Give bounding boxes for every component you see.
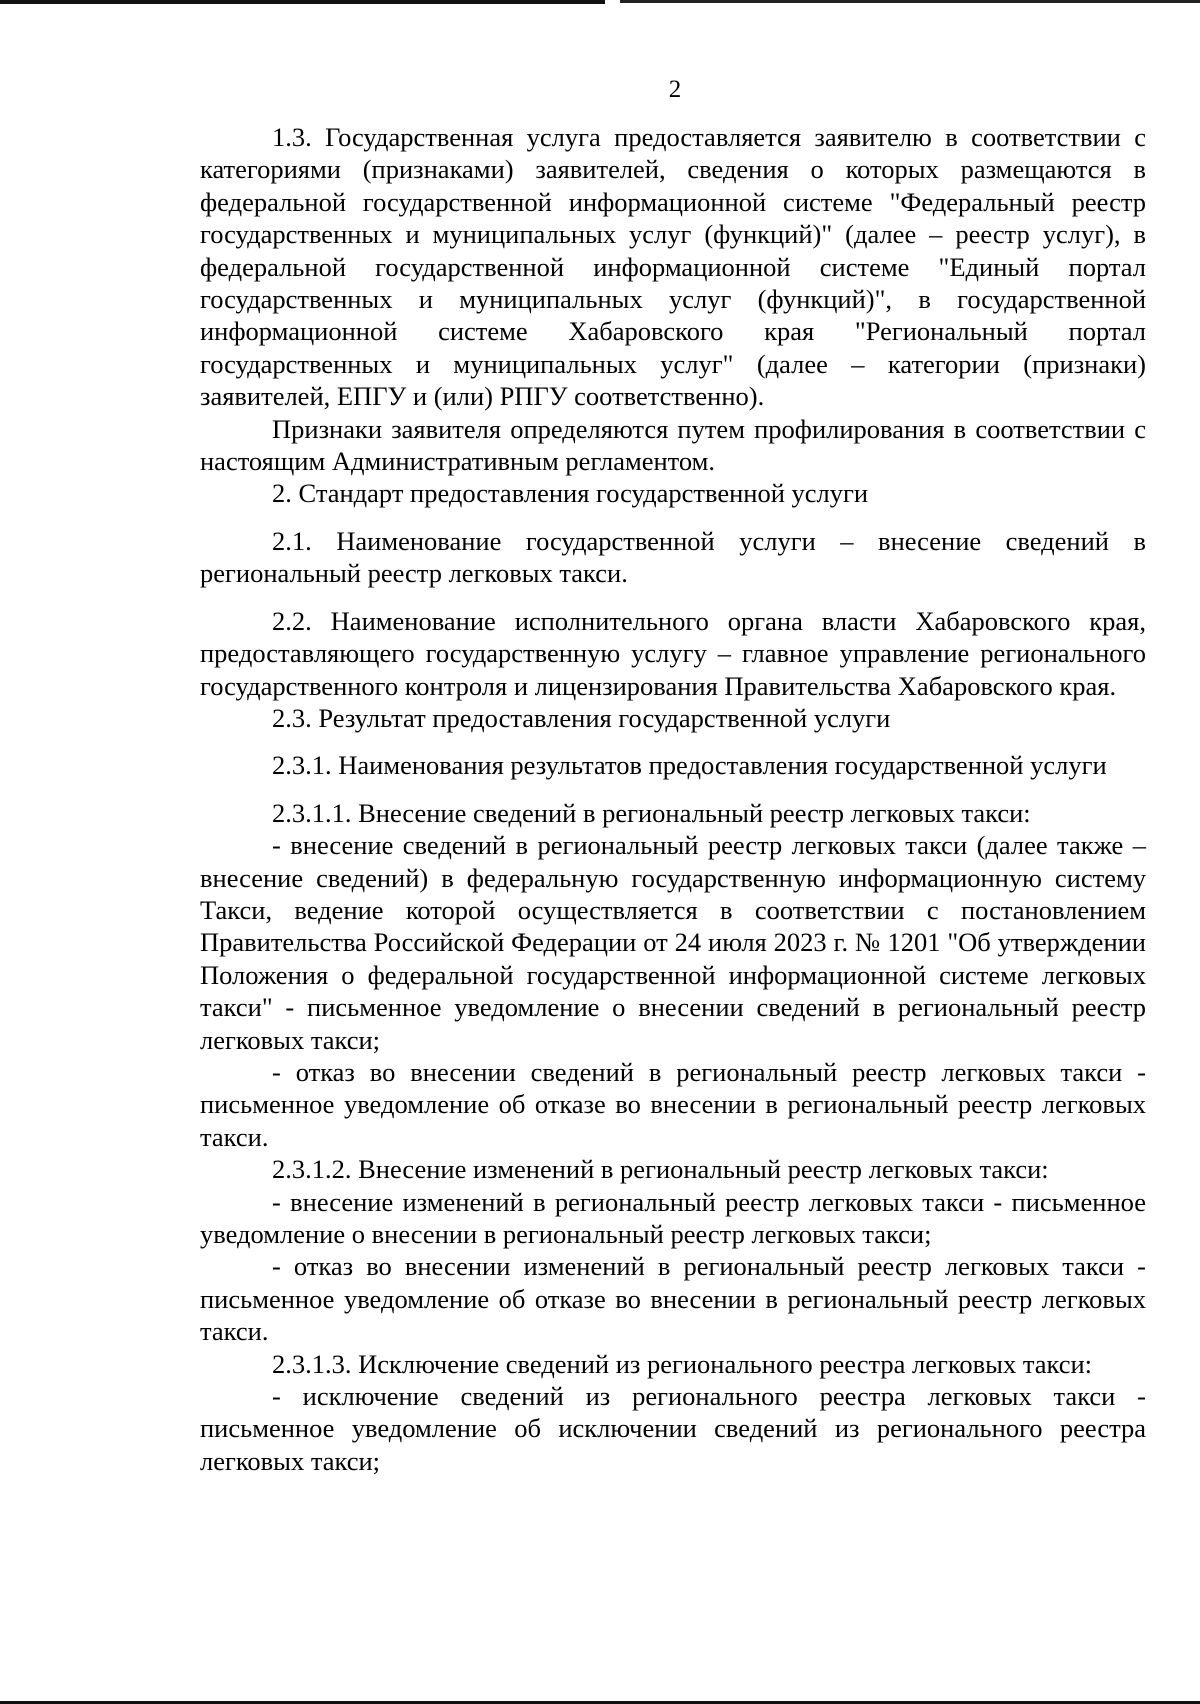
list-item-changes: - внесение изменений в региональный реестр легковых такси - письменное уведомление о внесении в региональный реестр легковых такси; <box>200 1186 1146 1249</box>
paragraph-1-3: 1.3. Государственная услуга предоставляется заявителю в соответствии с категориями (признаками) заявителей, сведения о которых размещаются в федеральной государственной информационной системе "Федеральный реестр государственных и муниципальных услуг (функций)" (далее – реестр услуг), в федеральной государственной информационной системе "Единый портал государственных и муниципальных услуг (функций)", в государственной информационной системе Хабаровского края "Региональный портал государственных и муниципальных услуг" (далее – категории (признаки) заявителей, ЕПГУ и (или) РПГУ соответственно). <box>200 122 1146 412</box>
scan-edge-top-right <box>620 0 1200 3</box>
list-item-exclusion: - исключение сведений из регионального реестра легковых такси - письменное уведомление об исключении сведений из регионального реестра легковых такси; <box>200 1381 1146 1476</box>
page-number: 2 <box>668 76 682 103</box>
list-item-changes-refusal: - отказ во внесении изменений в региональный реестр легковых такси - письменное уведомление об отказе во внесении в региональный реестр легковых такси. <box>200 1251 1146 1347</box>
paragraph-2-3-1-2: 2.3.1.2. Внесение изменений в региональный реестр легковых такси: <box>272 1154 1049 1185</box>
paragraph-profiling: Признаки заявителя определяются путем профилирования в соответствии с настоящим Административным регламентом. <box>200 413 1146 477</box>
list-item-entry: - внесение сведений в региональный реестр легковых такси (далее также – внесение сведений) в федеральную государственную информационную систему Такси, ведение которой осуществляется в соответствии с постановлением Правительства Российской Федерации от 24 июля 2023 г. № 1201 "Об утверждении Положения о федеральной государственной информационной системе легковых такси" - письменное уведомление о внесении сведений в региональный реестр легковых такси; <box>200 830 1146 1055</box>
section-heading-2: 2. Стандарт предоставления государственной услуги <box>272 478 869 509</box>
paragraph-2-3-1: 2.3.1. Наименования результатов предоставления государственной услуги <box>272 750 1107 781</box>
paragraph-2-3: 2.3. Результат предоставления государственной услуги <box>272 702 891 733</box>
document-body <box>200 121 1146 1477</box>
paragraph-2-3-1-3: 2.3.1.3. Исключение сведений из регионального реестра легковых такси: <box>272 1348 1093 1379</box>
paragraph-2-3-1-1: 2.3.1.1. Внесение сведений в региональный реестр легковых такси: <box>272 797 1031 828</box>
scan-edge-top <box>0 0 605 4</box>
paragraph-2-1: 2.1. Наименование государственной услуги – внесение сведений в региональный реестр легковых такси. <box>200 525 1146 589</box>
list-item-entry-refusal: - отказ во внесении сведений в региональный реестр легковых такси - письменное уведомление об отказе во внесении в региональный реестр легковых такси. <box>200 1056 1146 1152</box>
paragraph-2-2: 2.2. Наименование исполнительного органа власти Хабаровского края, предоставляющего государственную услугу – главное управление регионального государственного контроля и лицензирования Правительства Хабаровского края. <box>200 605 1146 701</box>
